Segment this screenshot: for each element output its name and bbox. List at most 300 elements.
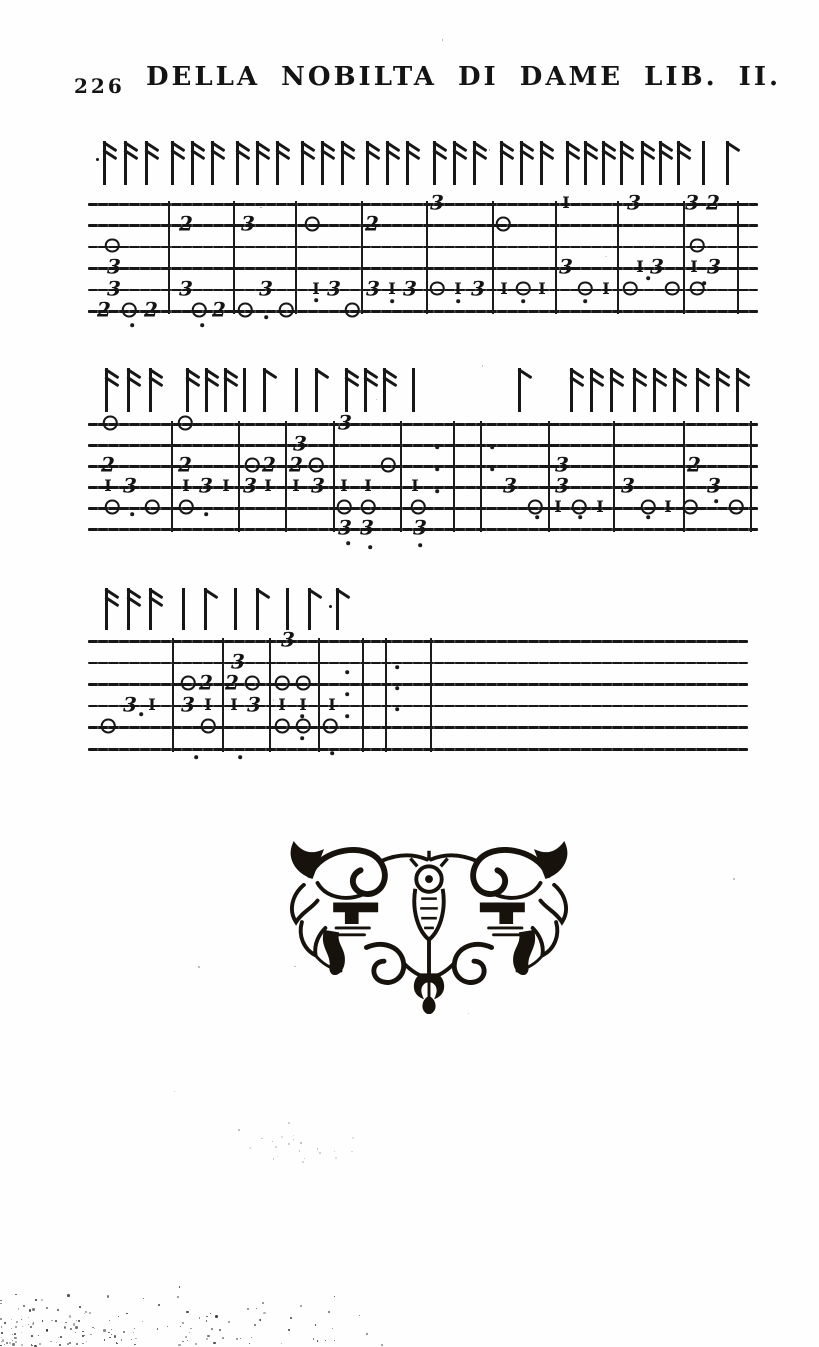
- scan-speck: [56, 1342, 57, 1343]
- rhythm-flag-icon: [103, 141, 106, 185]
- tab-note-open-string: [665, 281, 680, 296]
- scan-speck: [134, 1328, 136, 1330]
- rhythm-flag-icon: [673, 368, 676, 412]
- scan-speck: [299, 1150, 300, 1151]
- ink-dot: [200, 323, 204, 327]
- ink-dot: [435, 445, 439, 449]
- staff-line: [88, 246, 758, 249]
- tab-note: I: [204, 694, 212, 714]
- tab-note-open-string: [192, 302, 207, 317]
- scan-speck: [334, 1151, 335, 1152]
- scan-speck: [51, 1320, 52, 1321]
- scan-speck: [317, 1340, 318, 1341]
- tab-note-open-string: [430, 281, 445, 296]
- rhythm-flag-icon: [584, 141, 587, 185]
- tab-note: 3: [707, 473, 721, 498]
- rhythm-flag-icon: [127, 588, 130, 630]
- tab-note-open-string: [275, 676, 290, 691]
- tab-note-open-string: [337, 499, 352, 513]
- scan-speck: [64, 1326, 66, 1328]
- tab-note-open-string: [275, 719, 290, 734]
- scan-speck: [28, 1324, 29, 1325]
- scan-speck: [65, 1322, 67, 1324]
- scan-speck: [187, 1340, 188, 1341]
- tab-note: 3: [293, 431, 307, 456]
- rhythm-flag-icon: [341, 141, 344, 185]
- barline: [683, 421, 685, 532]
- tab-note: 3: [707, 254, 721, 279]
- barline: [385, 638, 387, 752]
- ink-dot: [346, 541, 350, 545]
- rhythm-flag-icon: [500, 141, 503, 185]
- scan-speck: [133, 1332, 134, 1333]
- scan-speck: [1, 1337, 2, 1338]
- rhythm-flag-icon: [677, 141, 680, 185]
- barline: [238, 421, 240, 532]
- tab-note: 3: [123, 473, 137, 498]
- rhythm-flag-icon: [453, 141, 456, 185]
- scan-speck: [167, 1326, 168, 1327]
- scan-speck: [21, 1332, 22, 1333]
- rhythm-flag-icon: [406, 141, 409, 185]
- tab-note: 3: [430, 190, 444, 215]
- scan-speck: [158, 1304, 160, 1306]
- tab-note-open-string: [345, 302, 360, 317]
- scan-speck: [207, 1335, 209, 1337]
- tab-note-open-string: [105, 238, 120, 253]
- scan-speck: [12, 1334, 13, 1335]
- scan-speck: [31, 1335, 33, 1337]
- tab-note-open-string: [683, 499, 698, 513]
- ink-dot: [130, 512, 134, 516]
- scan-speck: [190, 1328, 192, 1330]
- scan-speck: [1, 1326, 2, 1327]
- tab-note: 3: [338, 515, 352, 540]
- staff-line: [88, 444, 758, 447]
- scan-speck: [174, 1091, 175, 1092]
- scan-speck: [317, 1148, 319, 1150]
- scan-speck: [35, 1299, 37, 1301]
- scan-speck: [206, 1338, 208, 1340]
- barline: [555, 201, 557, 314]
- tab-note: 3: [311, 473, 325, 498]
- rhythm-flag-icon: [653, 368, 656, 412]
- scan-speck: [228, 1321, 230, 1323]
- scan-speck: [135, 1338, 136, 1339]
- scan-speck: [273, 699, 275, 701]
- tab-note: I: [299, 694, 307, 714]
- flag-dot: [329, 605, 332, 608]
- scan-speck: [219, 1329, 221, 1331]
- scan-speck: [332, 1328, 333, 1329]
- scan-speck: [28, 1317, 29, 1318]
- scan-speck: [300, 1305, 302, 1307]
- tab-note-open-string: [245, 676, 260, 691]
- ink-dot: [646, 276, 650, 280]
- scan-speck: [325, 1340, 326, 1341]
- rhythm-flag-icon: [234, 588, 237, 630]
- scan-speck: [213, 1342, 216, 1345]
- staff-line: [88, 748, 748, 751]
- ink-dot: [300, 714, 304, 718]
- scan-speck: [126, 1313, 128, 1315]
- scan-speck: [185, 1336, 187, 1338]
- ink-dot: [300, 736, 304, 740]
- scan-speck: [249, 1343, 250, 1344]
- tab-note-open-string: [201, 719, 216, 734]
- scan-speck: [236, 1338, 238, 1340]
- tab-note: I: [148, 694, 156, 714]
- scan-speck: [263, 1312, 265, 1314]
- rhythm-flag-icon: [105, 368, 108, 412]
- tab-note-open-string: [145, 499, 160, 513]
- tab-note-open-string: [296, 719, 311, 734]
- scan-speck: [11, 1319, 12, 1320]
- scan-speck: [23, 1305, 25, 1307]
- scan-speck: [46, 1307, 48, 1309]
- scan-speck: [84, 1335, 85, 1336]
- tab-note-open-string: [279, 302, 294, 317]
- tab-note: 2: [179, 211, 193, 236]
- scan-speck: [76, 1320, 77, 1321]
- tab-note: 3: [243, 473, 257, 498]
- tab-note: 3: [107, 254, 121, 279]
- rhythm-flag-icon: [716, 368, 719, 412]
- tab-note: I: [278, 694, 286, 714]
- barline: [737, 201, 739, 314]
- ink-dot: [583, 299, 587, 303]
- ink-dot: [395, 665, 399, 669]
- ink-dot: [330, 751, 334, 755]
- rhythm-flag-icon: [236, 141, 239, 185]
- scan-speck: [11, 1328, 12, 1329]
- tab-note: 3: [366, 276, 380, 301]
- rhythm-flag-icon: [295, 368, 298, 412]
- rhythm-flag-icon: [366, 141, 369, 185]
- scan-speck: [32, 1308, 34, 1310]
- tab-note-open-string: [641, 499, 656, 513]
- tab-note-open-string: [496, 217, 511, 232]
- scan-speck: [376, 399, 377, 400]
- scan-speck: [0, 1303, 2, 1305]
- scan-speck: [489, 149, 491, 151]
- woodcut-tailpiece-ornament: [281, 838, 577, 1014]
- scan-speck: [131, 1339, 132, 1340]
- tab-note: 2: [178, 452, 192, 477]
- scan-speck: [247, 1308, 249, 1310]
- staff-line: [88, 726, 748, 729]
- scan-speck: [605, 256, 607, 258]
- tab-note: 3: [650, 254, 664, 279]
- scan-speck: [1, 1341, 2, 1342]
- scan-speck: [89, 1312, 92, 1315]
- scan-speck: [328, 1311, 330, 1313]
- scan-speck: [211, 1328, 213, 1330]
- ink-dot: [490, 467, 494, 471]
- scan-speck: [288, 1143, 289, 1144]
- tab-note: 3: [231, 649, 245, 674]
- rhythm-flag-icon: [256, 141, 259, 185]
- tab-note-open-string: [578, 281, 593, 296]
- scan-speck: [189, 1332, 190, 1333]
- rhythm-flag-icon: [171, 141, 174, 185]
- tab-note: I: [411, 476, 419, 496]
- rhythm-flag-icon: [124, 141, 127, 185]
- staff-line: [88, 203, 758, 206]
- tab-note: 3: [181, 692, 195, 717]
- rhythm-flag-icon: [412, 368, 415, 412]
- scan-speck: [108, 1332, 109, 1333]
- barline: [683, 201, 685, 314]
- ink-dot: [714, 499, 718, 503]
- barline: [269, 638, 271, 752]
- tab-note: I: [664, 497, 672, 517]
- scan-speck: [210, 1313, 211, 1314]
- tab-note: I: [602, 278, 610, 298]
- scan-speck: [290, 1317, 292, 1319]
- scan-speck: [109, 1320, 110, 1321]
- scan-speck: [249, 1147, 251, 1149]
- rhythm-flag-icon: [383, 368, 386, 412]
- scan-speck: [118, 1316, 119, 1317]
- scan-speck: [90, 1334, 92, 1336]
- tab-note-open-string: [729, 499, 744, 513]
- rhythm-flag-icon: [726, 141, 729, 185]
- tab-note: 3: [241, 211, 255, 236]
- scan-speck: [260, 1319, 262, 1321]
- rhythm-flag-icon: [590, 368, 593, 412]
- scan-speck: [199, 1317, 200, 1318]
- scan-speck: [180, 1326, 181, 1327]
- scan-speck: [4, 1322, 6, 1324]
- barline: [361, 201, 363, 314]
- rhythm-flag-icon: [204, 588, 207, 630]
- page-number: 226: [74, 74, 125, 98]
- ink-dot: [456, 299, 460, 303]
- flag-dot: [96, 158, 99, 161]
- tab-note-open-string: [528, 499, 543, 513]
- tab-note: I: [312, 278, 320, 298]
- scan-speck: [111, 1329, 112, 1330]
- tab-note: I: [690, 257, 698, 277]
- tab-note-open-string: [381, 457, 396, 472]
- scan-speck: [94, 1328, 95, 1329]
- barline: [171, 421, 173, 532]
- tab-note: I: [554, 497, 562, 517]
- scan-speck: [12, 1340, 13, 1341]
- barline: [233, 201, 235, 314]
- rhythm-flag-icon: [286, 588, 289, 630]
- rhythm-flag-icon: [336, 588, 339, 630]
- tab-note-open-string: [296, 676, 311, 691]
- tab-note: 3: [338, 410, 352, 435]
- tab-note: I: [104, 476, 112, 496]
- rhythm-flag-icon: [211, 141, 214, 185]
- scan-speck: [78, 1320, 80, 1322]
- scan-speck: [30, 1326, 32, 1328]
- scan-speck: [351, 1151, 352, 1152]
- scan-speck: [313, 1338, 315, 1340]
- scan-speck: [2, 1339, 5, 1342]
- scan-speck: [429, 304, 430, 305]
- staff-line: [88, 662, 748, 665]
- barline: [168, 201, 170, 314]
- scan-speck: [334, 1296, 335, 1297]
- scan-speck: [222, 1337, 224, 1339]
- scan-speck: [121, 1339, 122, 1340]
- scan-speck: [67, 1294, 70, 1297]
- rhythm-flag-icon: [315, 368, 318, 412]
- scan-speck: [46, 1329, 49, 1332]
- ink-dot: [314, 298, 318, 302]
- scan-speck: [107, 1295, 109, 1297]
- scan-speck: [275, 1146, 277, 1148]
- barline: [222, 638, 224, 752]
- scan-speck: [186, 1311, 188, 1313]
- scan-speck: [300, 1142, 302, 1144]
- rhythm-flag-icon: [610, 368, 613, 412]
- tab-note: 3: [403, 276, 417, 301]
- tab-note: 3: [281, 627, 295, 652]
- barline: [426, 201, 428, 314]
- scan-speck: [315, 1324, 316, 1325]
- tab-note: 2: [706, 190, 720, 215]
- rhythm-flag-icon: [243, 368, 246, 412]
- scan-speck: [21, 1319, 22, 1320]
- scan-speck: [442, 39, 444, 41]
- scan-speck: [1, 1332, 3, 1334]
- scan-speck: [281, 1343, 282, 1344]
- scan-speck: [179, 1286, 180, 1287]
- barline: [318, 638, 320, 752]
- tab-note: 3: [559, 254, 573, 279]
- scan-speck: [9, 1342, 11, 1344]
- tab-note: I: [328, 694, 336, 714]
- ink-dot: [490, 445, 494, 449]
- scan-speck: [38, 1335, 39, 1336]
- rhythm-flag-icon: [321, 141, 324, 185]
- scan-speck: [293, 1135, 294, 1136]
- tab-note: 2: [262, 452, 276, 477]
- tab-note: I: [388, 278, 396, 298]
- tab-note: 3: [555, 452, 569, 477]
- tab-note: I: [636, 257, 644, 277]
- scan-speck: [111, 1334, 112, 1335]
- barline: [480, 421, 482, 532]
- ink-dot: [702, 281, 706, 285]
- ink-dot: [435, 489, 439, 493]
- tab-note: 3: [360, 515, 374, 540]
- ink-dot: [578, 515, 582, 519]
- barline: [613, 421, 615, 532]
- tab-note: 3: [621, 473, 635, 498]
- scan-speck: [0, 1300, 1, 1301]
- rhythm-flag-icon: [473, 141, 476, 185]
- ink-dot: [521, 299, 525, 303]
- scan-speck: [482, 365, 484, 367]
- scan-speck: [82, 1331, 84, 1333]
- scan-speck: [15, 1341, 17, 1343]
- tab-note-open-string: [245, 457, 260, 472]
- tab-note: I: [454, 278, 462, 298]
- scan-speck: [288, 1329, 290, 1331]
- tab-note: 2: [199, 670, 213, 695]
- rhythm-flag-icon: [364, 368, 367, 412]
- tab-note: I: [562, 193, 570, 213]
- ink-dot: [646, 515, 650, 519]
- scan-speck: [251, 1337, 252, 1338]
- scan-speck: [359, 1315, 360, 1316]
- ink-dot: [435, 467, 439, 471]
- ink-dot: [395, 686, 399, 690]
- scan-speck: [14, 1333, 16, 1335]
- tab-note: I: [364, 476, 372, 496]
- tab-note-open-string: [323, 719, 338, 734]
- barline: [750, 421, 752, 532]
- tab-note-open-string: [238, 302, 253, 317]
- rhythm-flag-icon: [659, 141, 662, 185]
- scan-speck: [57, 1309, 59, 1311]
- rhythm-flag-icon: [386, 141, 389, 185]
- ink-dot: [345, 692, 349, 696]
- ink-dot: [238, 755, 242, 759]
- tab-note: 2: [687, 452, 701, 477]
- rhythm-flag-icon: [633, 368, 636, 412]
- scan-speck: [75, 1326, 77, 1328]
- scan-speck: [6, 1342, 8, 1344]
- rhythm-flag-icon: [702, 141, 705, 185]
- rhythm-flag-icon: [566, 141, 569, 185]
- tab-note: 3: [413, 515, 427, 540]
- scan-speck: [12, 1343, 14, 1345]
- tab-note-open-string: [411, 499, 426, 513]
- ink-dot: [390, 299, 394, 303]
- barline: [285, 421, 287, 532]
- tab-note: 3: [327, 276, 341, 301]
- rhythm-flag-icon: [127, 368, 130, 412]
- tab-note-open-string: [122, 302, 137, 317]
- ink-dot: [368, 545, 372, 549]
- scan-speck: [142, 1321, 144, 1323]
- scan-speck: [41, 1299, 43, 1301]
- scan-speck: [206, 1316, 207, 1317]
- rhythm-flag-icon: [182, 588, 185, 630]
- scan-speck: [198, 966, 199, 967]
- scan-speck: [15, 1294, 17, 1296]
- tab-note: 3: [627, 190, 641, 215]
- scan-speck: [69, 1315, 71, 1317]
- scan-speck: [177, 1296, 179, 1298]
- scan-speck: [260, 207, 261, 208]
- rhythm-flag-icon: [149, 588, 152, 630]
- scan-speck: [256, 1308, 257, 1309]
- scan-speck: [157, 1328, 158, 1329]
- tab-note: 3: [123, 692, 137, 717]
- scan-speck: [277, 1156, 278, 1157]
- scan-speck: [733, 878, 735, 880]
- tab-note: 3: [503, 473, 517, 498]
- tab-note: I: [500, 278, 508, 298]
- tab-note: I: [340, 476, 348, 496]
- tab-note-open-string: [361, 499, 376, 513]
- scan-speck: [70, 1328, 72, 1330]
- tab-note-open-string: [103, 415, 118, 430]
- scan-speck: [273, 1158, 274, 1159]
- tab-note: I: [292, 476, 300, 496]
- ink-dot: [345, 670, 349, 674]
- tab-note: I: [222, 476, 230, 496]
- scan-speck: [86, 1341, 87, 1342]
